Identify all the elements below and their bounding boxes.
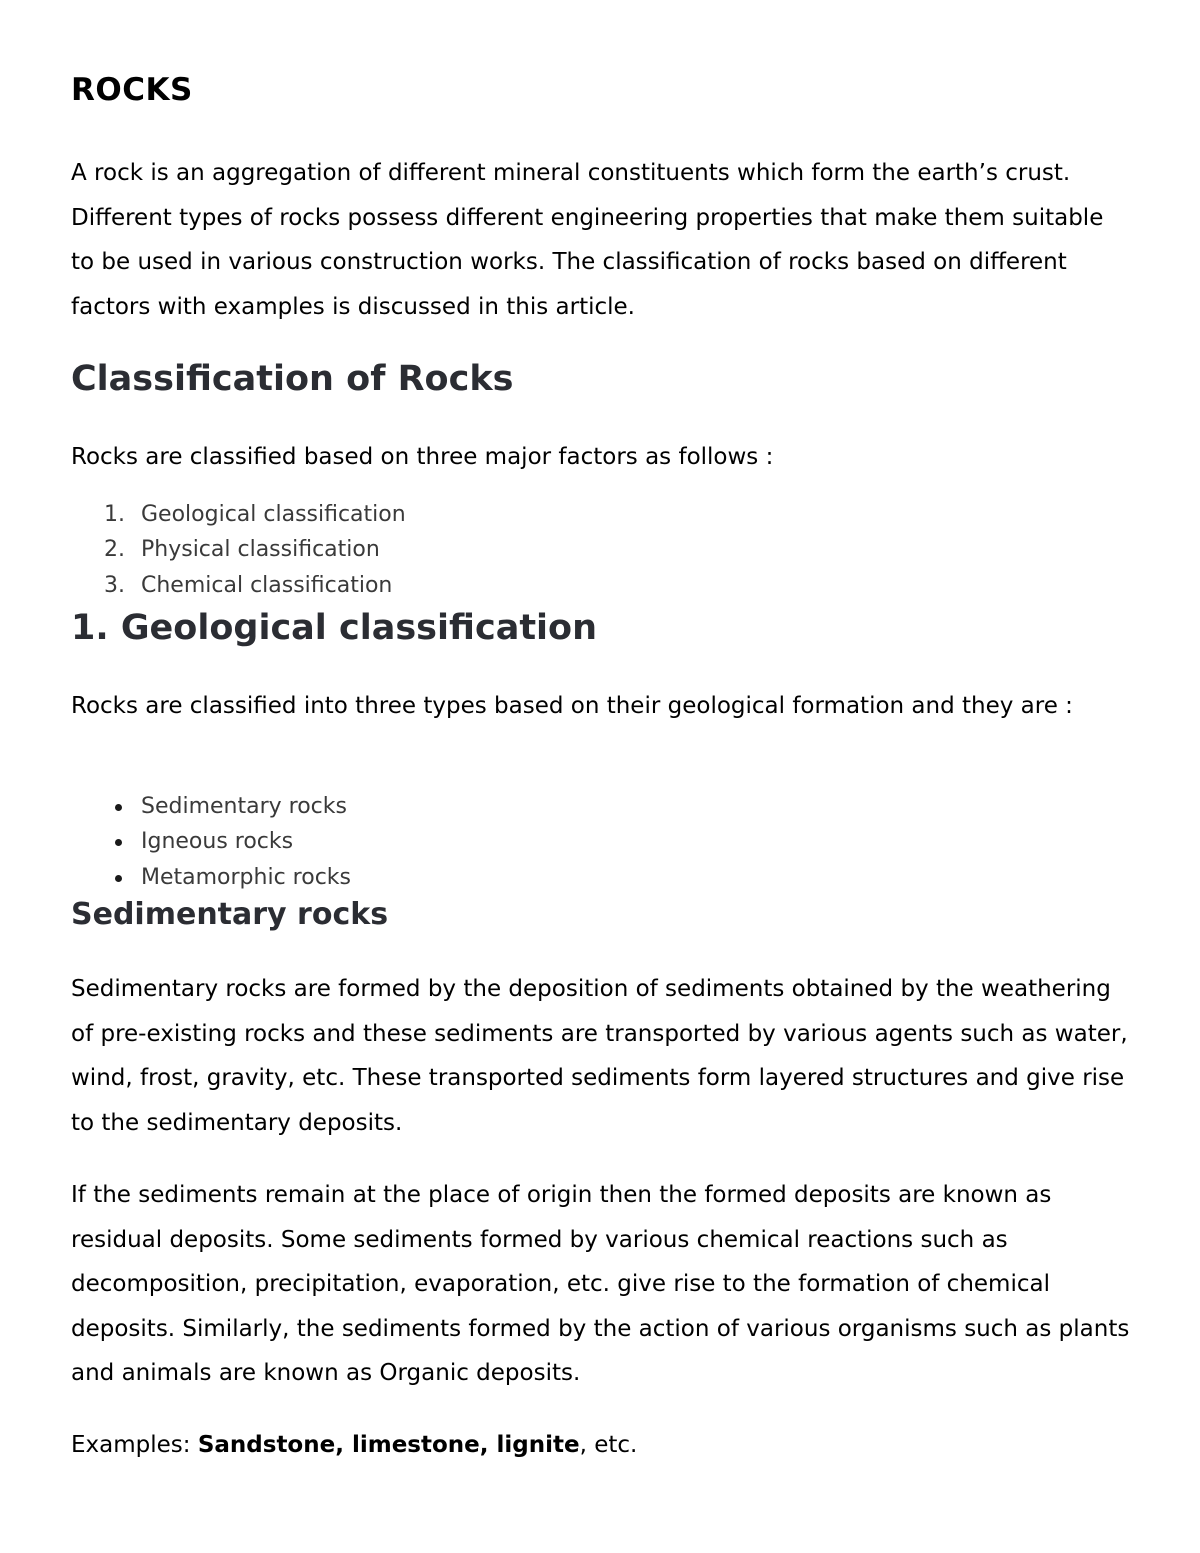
- geological-lead: Rocks are classified into three types based on their geological formation and they are :: [71, 693, 1073, 719]
- list-item-label: Chemical classification: [141, 572, 393, 598]
- list-number: 2.: [104, 537, 125, 563]
- list-item-label: Metamorphic rocks: [141, 864, 351, 890]
- list-number: 1.: [104, 502, 125, 527]
- bullet-icon: [115, 875, 122, 882]
- sedimentary-paragraph-1: Sedimentary rocks are formed by the deposition of sediments obtained by the weathering of pre-existing rocks and these sediments are transported by various agents such as water, wind, frost, gravity, etc. These transported sediments form layered structures and give rise to the sedimentary deposits.: [71, 976, 1128, 1136]
- classification-list: [71, 497, 406, 603]
- examples-line: [71, 1423, 1131, 1468]
- sedimentary-paragraph-2: If the sediments remain at the place of origin then the formed deposits are known as residual deposits. Some sediments formed by various chemical reactions such as decomposition, precipitation, evaporation, etc. give rise to the formation of chemical deposits. Similarly, the sediments formed by the action of various organisms such as plants and animals are known as Organic deposits.: [71, 1182, 1130, 1386]
- page-title: ROCKS: [71, 72, 193, 108]
- sedimentary-heading: Sedimentary rocks: [71, 897, 389, 932]
- list-item: [71, 568, 406, 603]
- list-item: [71, 789, 351, 824]
- list-item: [71, 824, 351, 859]
- list-item: [71, 860, 351, 895]
- list-item-label: Physical classification: [141, 537, 380, 563]
- bullet-icon: [115, 804, 122, 811]
- list-item-label: Geological classification: [141, 502, 406, 527]
- geological-heading: 1. Geological classification: [71, 608, 598, 648]
- classification-lead: Rocks are classified based on three major factors as follows :: [71, 444, 774, 470]
- rock-types-list: [71, 789, 351, 895]
- examples-suffix: , etc.: [579, 1432, 638, 1458]
- examples-prefix: Examples:: [71, 1432, 198, 1458]
- list-number: 3.: [104, 572, 125, 598]
- examples-bold: Sandstone, limestone, lignite: [197, 1432, 580, 1458]
- intro-paragraph: A rock is an aggregation of different mineral constituents which form the earth’s crust. Different types of rocks possess different engineering properties that make them suitable to be used in various construction works. The classification of rocks based on different factors with examples is discussed in this article.: [71, 160, 1104, 320]
- bullet-icon: [115, 839, 122, 846]
- list-item: [71, 497, 406, 532]
- list-item-label: Sedimentary rocks: [141, 794, 347, 819]
- list-item: [71, 532, 406, 567]
- classification-heading: Classification of Rocks: [71, 359, 514, 399]
- list-item-label: Igneous rocks: [141, 829, 294, 855]
